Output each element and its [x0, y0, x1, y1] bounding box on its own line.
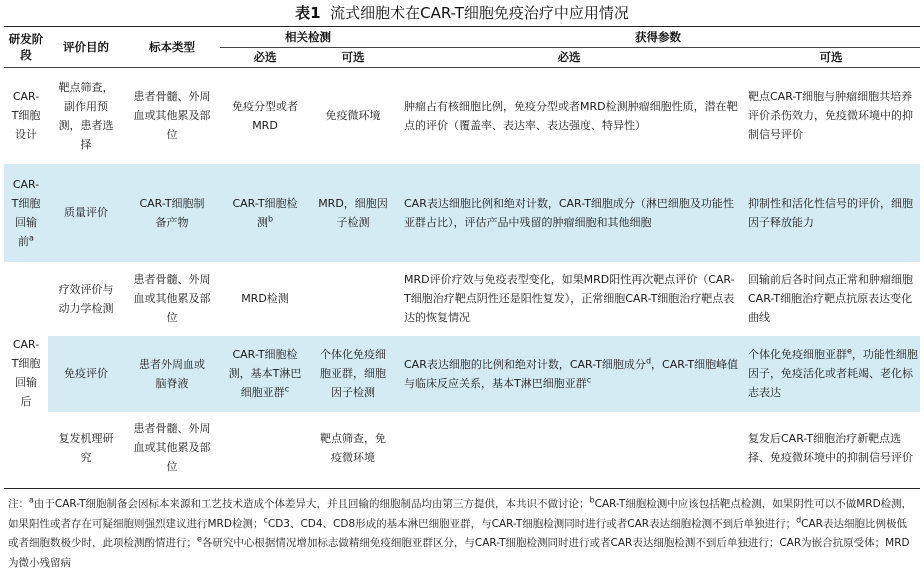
cell-det-required: MRD检测 [241, 292, 289, 305]
table-caption: 流式细胞术在CAR-T细胞免疫治疗中应用情况 [330, 4, 629, 22]
cell-sample: 患者骨髓、外周血或其他累及部位 [133, 273, 211, 324]
cell-par-optional: 复发后CAR-T细胞治疗新靶点选择、免疫微环境中的抑制信号评价 [748, 431, 913, 464]
header-purpose: 评价目的 [48, 27, 124, 68]
header-sample: 标本类型 [124, 27, 220, 68]
cell-det-optional [310, 262, 396, 336]
cell-par-required: MRD评价疗效与免疫表型变化，如果MRD阳性再次靶点评价（CAR-T细胞治疗靶点阴性还是阳性复发），正常细胞CAR-T细胞治疗靶点表达的恢复情况 [404, 273, 735, 324]
cell-par-optional: 抑制性和活化性信号的评价，细胞因子释放能力 [742, 164, 920, 262]
cell-sample: 患者外周血或脑脊液 [124, 336, 220, 412]
cell-sample: CAR-T细胞制备产物 [124, 164, 220, 262]
table-footnotes: 注：$^a$由于CAR-T细胞制备会因标本来源和工艺技术造成个体差异大，并且回输的细胞制品均由第三方提供，本共识不做讨论；$^b$CAR-T细胞检测中应该包括靶点检测，如果阴性可以不做MRD检测，如果阳性或者存在可疑细胞则强烈建议进行MRD检测；$^c$CD3、CD4、CD8形成的基本淋巴细胞亚群，与CAR-T细胞检测同时进行或者CAR表达细胞检测不到后单独进行；$^d$CAR表达细胞比例极低或者细胞数极少时，此项检测酌情进行；$^e$各研究中心根据情况增加标志做精细免疫细胞亚群区分，与CAR-T细胞检测同时进行或者CAR表达细胞检测不到后单独进行；CAR为嵌合抗原受体；MRD为微小残留病 [4, 488, 920, 573]
table-row [4, 164, 920, 262]
cell-det-optional: 免疫微环境 [325, 109, 381, 123]
cell-purpose: 免疫评价 [48, 336, 124, 412]
cell-par-optional: 靶点CAR-T细胞与肿瘤细胞共培养评价杀伤效力，免疫微环境中的抑制信号评价 [748, 90, 913, 142]
cell-det-required: CAR-T细胞检测$^b$ [220, 164, 310, 262]
cell-par-required: CAR表达细胞比例和绝对计数，CAR-T细胞成分（淋巴细胞及功能性亚群占比），评估产品中残留的肿瘤细胞和其他细胞 [396, 164, 742, 262]
header-detection-group: 相关检测 [220, 27, 396, 48]
data-table [4, 26, 920, 484]
header-det-required: 必选 [220, 48, 310, 68]
cell-purpose: 复发机理研究 [58, 431, 114, 464]
table-number: 表1 [295, 4, 321, 22]
cell-det-required: 免疫分型或者MRD [232, 99, 298, 132]
cell-par-optional: 回输前后各时间点正常和肿瘤细胞CAR-T细胞治疗靶点抗原表达变化曲线 [748, 273, 913, 324]
header-params-group: 获得参数 [396, 27, 920, 48]
cell-par-optional: 个体化免疫细胞亚群$^e$，功能性细胞因子，免疫活化或者耗竭、老化标志表达 [742, 336, 920, 412]
header-stage: 研发阶段 [4, 27, 48, 68]
table-title [0, 2, 924, 24]
cell-purpose: 疗效评价与动力学检测 [58, 282, 114, 315]
table-row [4, 412, 920, 484]
cell-det-optional: 个体化免疫细胞亚群，细胞因子检测 [310, 336, 396, 412]
cell-par-required [396, 412, 742, 484]
cell-sample: 患者骨髓、外周血或其他累及部位 [133, 90, 211, 142]
stage-cell-post-infusion: CAR-T细胞回输后 [4, 262, 48, 484]
cell-det-required [220, 412, 310, 484]
table-row [4, 336, 920, 412]
stage-cell-design: CAR-T细胞设计 [11, 90, 41, 142]
cell-det-optional: 靶点筛查，免疫微环境 [320, 431, 386, 464]
stage-cell-pre-infusion: CAR-T细胞回输前$^a$ [4, 164, 48, 262]
table-row [4, 262, 920, 336]
cell-det-optional: MRD，细胞因子检测 [310, 164, 396, 262]
table-row [4, 68, 920, 164]
header-det-optional: 可选 [310, 48, 396, 68]
cell-purpose: 靶点筛查，副作用预测，患者选择 [58, 80, 114, 151]
cell-sample: 患者骨髓、外周血或其他累及部位 [133, 422, 211, 473]
cell-det-required: CAR-T细胞检测，基本T淋巴细胞亚群$^c$ [220, 336, 310, 412]
cell-par-required: 肿瘤占有核细胞比例，免疫分型或者MRD检测肿瘤细胞性质，潜在靶点的评价（覆盖率、表达率、表达强度、特异性） [404, 99, 738, 132]
header-par-optional: 可选 [742, 48, 920, 68]
cell-purpose: 质量评价 [48, 164, 124, 262]
header-par-required: 必选 [396, 48, 742, 68]
cell-par-required: CAR表达细胞的比例和绝对计数，CAR-T细胞成分$^d$，CAR-T细胞峰值与临床反应关系，基本T淋巴细胞亚群$^c$ [396, 336, 742, 412]
